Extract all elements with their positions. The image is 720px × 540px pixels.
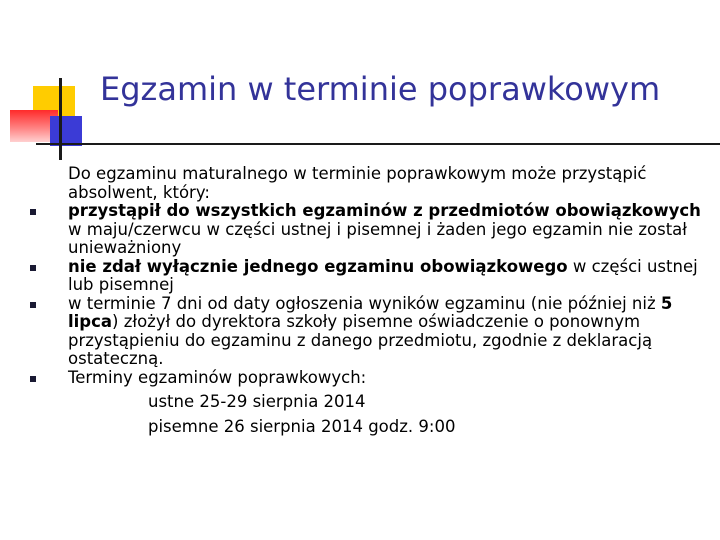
item-bold-text: przystąpił do wszystkich egzaminów z przedmiotów obowiązkowych (68, 201, 701, 220)
item-text: w terminie 7 dni od daty ogłoszenia wyników egzaminu (nie później niż (68, 293, 661, 313)
list-item (68, 369, 708, 437)
bullet-icon (30, 265, 36, 271)
bullet-icon (30, 209, 36, 215)
decor-blue-square (50, 116, 82, 146)
item-text: ) złożył do dyrektora szkoły pisemne oświadczenie o ponownym przystąpieniu do egzaminu z danego przedmiotu, zgodnie z deklaracją ostateczną. (68, 312, 653, 368)
list-item (68, 202, 708, 258)
exam-date-written: pisemne 26 sierpnia 2014 godz. 9:00 (148, 416, 456, 436)
decor-vertical-line (59, 78, 62, 160)
bullet-icon (30, 376, 36, 382)
bullet-list (68, 202, 708, 436)
slide-title: Egzamin w terminie poprawkowym (100, 70, 661, 108)
exam-date-oral: ustne 25-29 sierpnia 2014 (148, 392, 366, 411)
item-text: Terminy egzaminów poprawkowych: (68, 367, 367, 387)
item-bold-text: nie zdał wyłącznie jednego egzaminu obowiązkowego (68, 256, 568, 276)
item-text: w części ustnej lub pisemnej (68, 256, 698, 294)
item-bold-text: 5 lipca (68, 293, 673, 331)
bullet-icon (30, 302, 36, 308)
intro-text: Do egzaminu maturalnego w terminie poprawkowym może przystąpić absolwent, który: (68, 164, 647, 202)
title-underline (36, 143, 720, 145)
list-item (68, 258, 708, 295)
slide-body (68, 165, 708, 436)
list-item (68, 295, 708, 369)
item-text: w maju/czerwcu w części ustnej i pisemnej i żaden jego egzamin nie został unieważniony (68, 219, 687, 257)
